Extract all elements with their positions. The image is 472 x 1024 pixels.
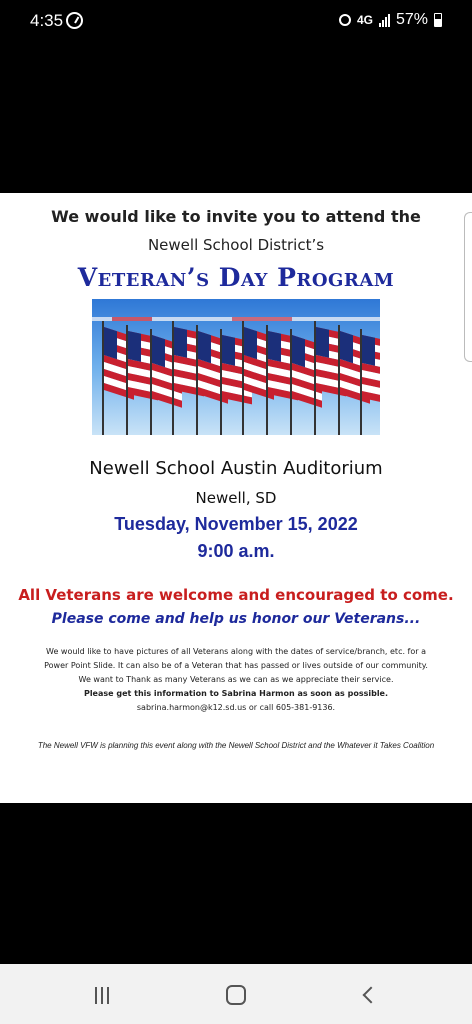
- event-time: 9:00 a.m.: [197, 541, 275, 561]
- details-block: [20, 645, 452, 715]
- flyer-image[interactable]: [0, 193, 472, 803]
- venue: Newell School Austin Auditorium: [89, 458, 383, 479]
- district-line: Newell School District’s: [147, 236, 325, 254]
- invite-line: We would like to invite you to attend the: [51, 207, 421, 226]
- clock-icon: [66, 12, 83, 29]
- recent-apps-button[interactable]: [82, 982, 122, 1008]
- event-date: Tuesday, November 15, 2022: [114, 514, 358, 534]
- program-title: Veteran’s Day Program: [77, 263, 395, 292]
- details-line: We want to Thank as many Veterans as we can as we appreciate their service.: [78, 675, 394, 684]
- status-icons: [339, 11, 442, 29]
- navigation-bar: [0, 964, 472, 1024]
- battery-icon: [434, 13, 442, 27]
- flags-illustration: [92, 299, 380, 435]
- welcome-line: All Veterans are welcome and encouraged to come.: [18, 586, 454, 604]
- back-button[interactable]: [348, 982, 388, 1008]
- home-icon: [226, 985, 246, 1005]
- status-time: 4:35: [30, 11, 64, 30]
- alarm-icon: [339, 14, 351, 26]
- city: Newell, SD: [195, 489, 277, 507]
- battery-level: 57%: [395, 11, 428, 28]
- footer-note: The Newell VFW is planning this event along with the Newell School District and the Whatever it Takes Coalition: [37, 741, 435, 750]
- network-label: 4G: [356, 13, 373, 27]
- back-icon: [363, 987, 380, 1004]
- contact-line: sabrina.harmon@k12.sd.us or call 605-381-9136.: [136, 703, 336, 712]
- recent-apps-icon: [95, 987, 109, 1004]
- flags-photo: [92, 299, 380, 435]
- signal-icon: [379, 13, 390, 27]
- details-line: Please get this information to Sabrina Harmon as soon as possible.: [83, 689, 389, 698]
- details-line: We would like to have pictures of all Veterans along with the dates of service/branch, etc. for a: [46, 647, 426, 656]
- home-button[interactable]: [216, 982, 256, 1008]
- edge-panel-handle[interactable]: [464, 212, 472, 362]
- honor-line: Please come and help us honor our Veterans...: [51, 611, 421, 627]
- status-bar: [0, 0, 472, 44]
- details-line: Power Point Slide. It can also be of a Veteran that has passed or lives outside of our community.: [44, 661, 428, 670]
